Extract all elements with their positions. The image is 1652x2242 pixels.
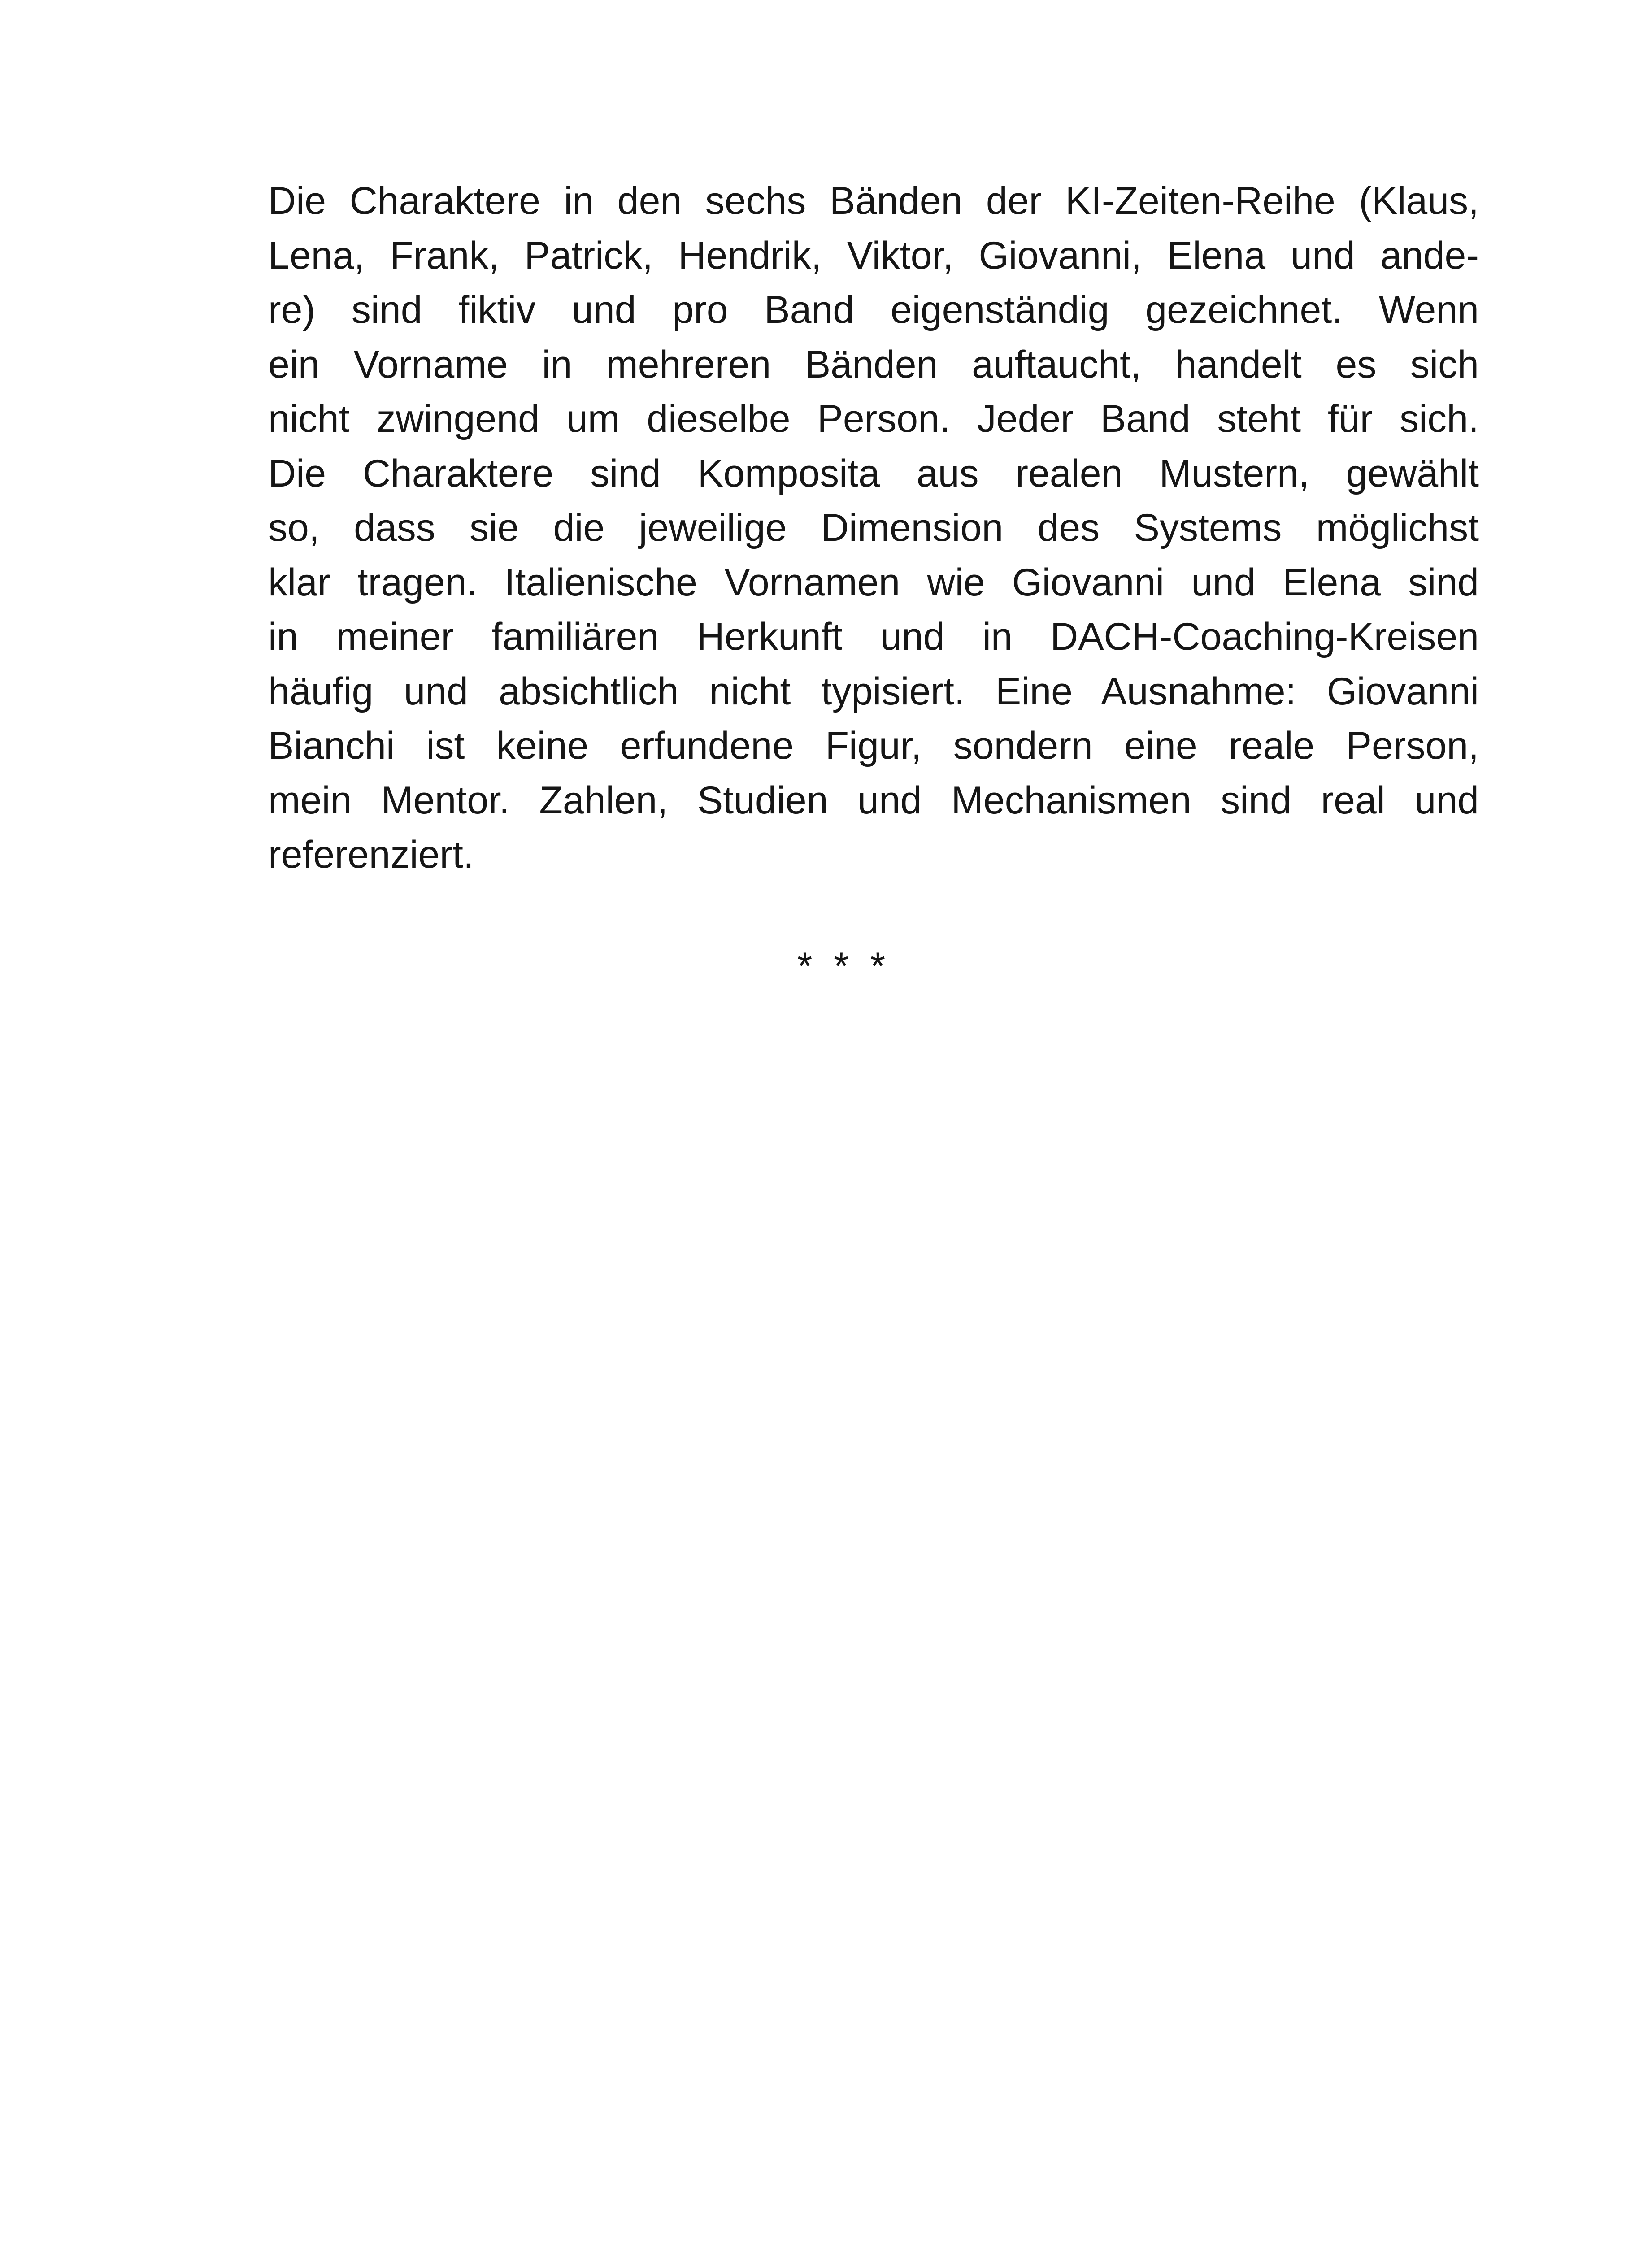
paragraph-line: mein Mentor. Zahlen, Studien und Mechanismen sind real und [268, 778, 1479, 822]
paragraph-line: re) sind fiktiv und pro Band eigenständig gezeichnet. Wenn [268, 288, 1479, 331]
paragraph-line: klar tragen. Italienische Vornamen wie Giovanni und Elena sind [268, 560, 1479, 604]
paragraph-line: ein Vorname in mehreren Bänden auftaucht, handelt es sich [268, 343, 1479, 386]
paragraph-line: so, dass sie die jeweilige Dimension des Systems möglichst [268, 506, 1479, 549]
paragraph-line: in meiner familiären Herkunft und in DACH-Coaching-Kreisen [268, 615, 1479, 658]
paragraph-line: Bianchi ist keine erfundene Figur, sondern eine reale Person, [268, 724, 1479, 767]
section-separator: * * * [797, 945, 891, 988]
body-paragraph [268, 174, 1479, 882]
paragraph-line: referenziert. [268, 833, 474, 876]
paragraph-line: Lena, Frank, Patrick, Hendrik, Viktor, Giovanni, Elena und ande- [268, 234, 1479, 277]
paragraph-line: häufig und absichtlich nicht typisiert. Eine Ausnahme: Giovanni [268, 669, 1479, 713]
paragraph-line: Die Charaktere sind Komposita aus realen Mustern, gewählt [268, 452, 1479, 495]
paragraph-line: nicht zwingend um dieselbe Person. Jeder Band steht für sich. [268, 397, 1479, 440]
paragraph-line: Die Charaktere in den sechs Bänden der KI-Zeiten-Reihe (Klaus, [268, 179, 1479, 222]
